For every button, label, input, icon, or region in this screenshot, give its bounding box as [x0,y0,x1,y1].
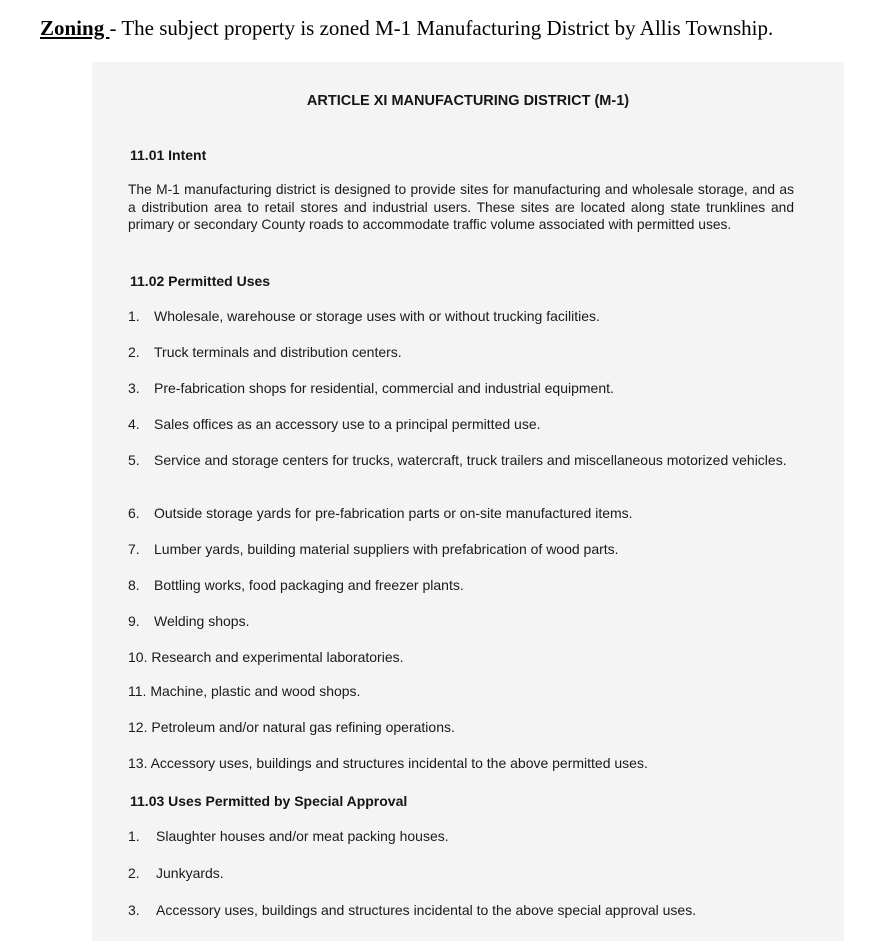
permitted-uses-heading: 11.02 Permitted Uses [130,273,271,289]
permitted-use-item [128,344,794,362]
item-number: 6. [128,505,140,521]
item-number: 4. [128,416,140,432]
item-number: 7. [128,541,140,557]
zoning-text: - The subject property is zoned M-1 Manufacturing District by Allis Township. [109,16,774,40]
item-number: 10. [128,649,148,665]
article-title: ARTICLE XI MANUFACTURING DISTRICT (M-1) [306,93,630,109]
item-number: 2. [128,344,140,360]
item-number: 3. [128,380,140,396]
permitted-use-item [128,683,794,701]
item-number: 9. [128,613,140,629]
item-number: 1. [128,308,140,324]
item-text: Machine, plastic and wood shops. [150,683,361,699]
item-number: 2. [128,865,140,881]
permitted-use-item [128,577,794,595]
item-text: Junkyards. [156,865,224,881]
item-number: 12. [128,719,148,735]
item-text: Pre-fabrication shops for residential, commercial and industrial equipment. [154,380,614,396]
permitted-use-item [128,505,794,523]
item-text: Accessory uses, buildings and structures incidental to the above special approval uses. [156,902,697,918]
item-text: Lumber yards, building material suppliers with prefabrication of wood parts. [154,541,619,557]
zoning-label: Zoning [40,16,110,40]
item-number: 11. [128,683,147,699]
permitted-use-item [128,452,794,470]
intent-paragraph: The M-1 manufacturing district is designed to provide sites for manufacturing and wholesale storage, and as a distribution area to retail stores and industrial users. These sites are located along state trunklines and primary or secondary County roads to accommodate traffic volume associated with permitted uses. [128,182,794,233]
special-approval-item [128,828,794,846]
special-approval-heading: 11.03 Uses Permitted by Special Approval [130,793,408,809]
special-approval-item [128,865,794,883]
permitted-use-item [128,755,794,773]
item-number: 13. [128,755,148,771]
item-text: Service and storage centers for trucks, watercraft, truck trailers and miscellaneous motorized vehicles. [154,452,787,468]
permitted-use-item [128,541,794,559]
item-number: 8. [128,577,140,593]
item-number: 5. [128,452,140,468]
zoning-statement [40,14,773,42]
item-text: Outside storage yards for pre-fabrication parts or on-site manufactured items. [154,505,633,521]
item-text: Truck terminals and distribution centers. [154,344,402,360]
special-approval-item [128,902,794,920]
item-text: Slaughter houses and/or meat packing houses. [156,828,449,844]
item-text: Wholesale, warehouse or storage uses with or without trucking facilities. [154,308,600,324]
item-text: Research and experimental laboratories. [151,649,404,665]
intent-heading: 11.01 Intent [130,147,207,163]
permitted-use-item [128,416,794,434]
permitted-use-item [128,380,794,398]
item-text: Petroleum and/or natural gas refining operations. [151,719,455,735]
permitted-use-item [128,308,794,326]
permitted-use-item [128,719,794,737]
item-text: Accessory uses, buildings and structures incidental to the above permitted uses. [150,755,648,771]
item-text: Bottling works, food packaging and freezer plants. [154,577,464,593]
permitted-use-item [128,613,794,631]
item-text: Sales offices as an accessory use to a principal permitted use. [154,416,541,432]
scanned-ordinance-page [92,62,844,941]
item-number: 1. [128,828,140,844]
permitted-use-item [128,649,794,667]
item-number: 3. [128,902,140,918]
item-text: Welding shops. [154,613,250,629]
